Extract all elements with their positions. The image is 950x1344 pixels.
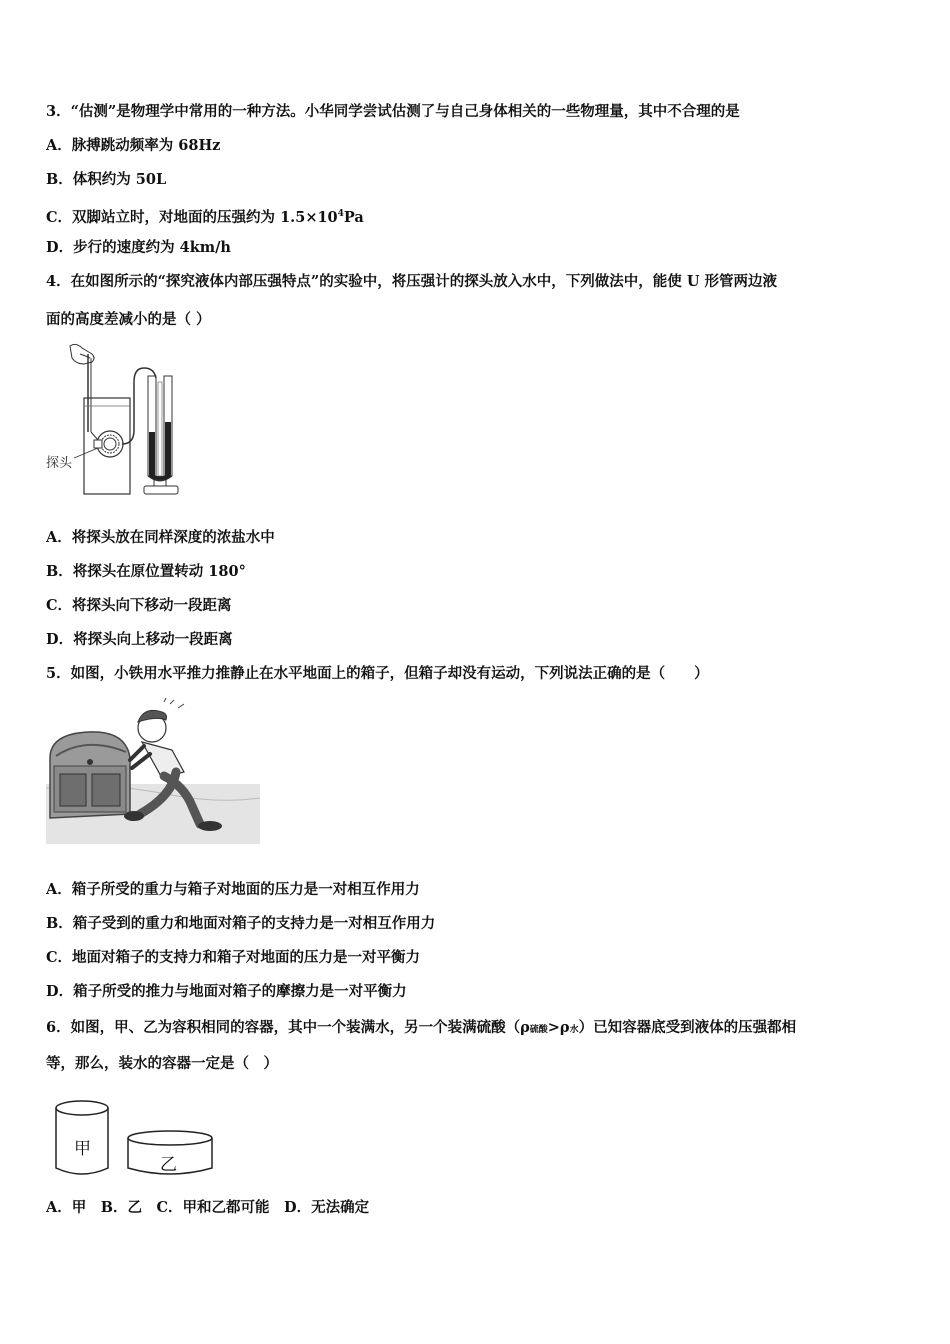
q6-stem-line2: 等，那么，装水的容器一定是（ ） <box>46 1055 278 1072</box>
q3-option-b: B．体积约为 50L <box>46 171 167 188</box>
q5-option-c: C．地面对箱子的支持力和箱子对地面的压力是一对平衡力 <box>46 949 421 966</box>
pressure-gauge-figure <box>44 340 194 500</box>
q3-option-a: A．脉搏跳动频率为 68Hz <box>46 137 221 154</box>
q4-stem-line1: 4．在如图所示的“探究液体内部压强特点”的实验中，将压强计的探头放入水中，下列做法中，能使 U 形管两边液 <box>46 273 778 290</box>
q3-option-c-text: C．双脚站立时，对地面的压强约为 1.5×10 <box>46 209 338 226</box>
q3-option-d: D．步行的速度约为 4km/h <box>46 239 231 256</box>
q6-options: A．甲 B．乙 C．甲和乙都可能 D．无法确定 <box>46 1199 370 1216</box>
q5-option-b: B．箱子受到的重力和地面对箱子的支持力是一对相互作用力 <box>46 915 436 932</box>
q5-option-a: A．箱子所受的重力与箱子对地面的压力是一对相互作用力 <box>46 881 420 898</box>
pushing-box-illustration <box>46 698 260 844</box>
q3-stem: 3．“估测”是物理学中常用的一种方法。小华同学尝试估测了与自己身体相关的一些物理量，其中不合理的是 <box>46 103 740 120</box>
q6-stem-line1-post: ）已知容器底受到液体的压强都相 <box>578 1019 797 1036</box>
q4-stem-line2: 面的高度差减小的是（ ） <box>46 311 211 328</box>
q6-stem-line1-pre: 6．如图，甲、乙为容积相同的容器，其中一个装满水，另一个装满硫酸（ <box>46 1019 521 1036</box>
rho-symbol: ρ <box>520 1019 530 1036</box>
container-jia-label: 甲 <box>74 1139 91 1159</box>
q4-option-d: D．将探头向上移动一段距离 <box>46 631 233 648</box>
greater-than-sign: > <box>547 1019 560 1036</box>
q4-option-c: C．将探头向下移动一段距离 <box>46 597 232 614</box>
q3-option-c <box>46 204 364 228</box>
q4-option-b: B．将探头在原位置转动 180° <box>46 563 246 580</box>
rho-subscript-water: 水 <box>569 1025 579 1035</box>
rho-symbol-2: ρ <box>559 1019 570 1036</box>
q3-option-c-unit: Pa <box>343 209 364 226</box>
container-yi-label: 乙 <box>160 1155 177 1175</box>
q3-option-c-exponent: 4 <box>337 209 344 219</box>
probe-label: 探头 <box>46 456 73 471</box>
q6-stem-line1 <box>46 1018 796 1040</box>
q4-option-a: A．将探头放在同样深度的浓盐水中 <box>46 529 275 546</box>
q5-stem: 5．如图，小铁用水平推力推静止在水平地面上的箱子，但箱子却没有运动，下列说法正确的是（ ） <box>46 665 709 682</box>
rho-subscript-sulfuric: 硫酸 <box>529 1025 548 1035</box>
q5-option-d: D．箱子所受的推力与地面对箱子的摩擦力是一对平衡力 <box>46 983 407 1000</box>
